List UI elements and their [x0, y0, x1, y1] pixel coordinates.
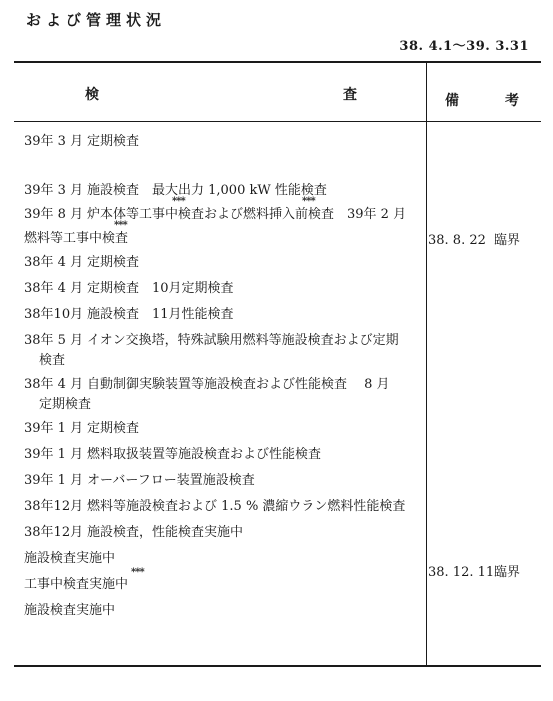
- list-item: [24, 280, 422, 298]
- remark-label: 臨界: [494, 565, 521, 580]
- list-item: [24, 567, 422, 594]
- entry-date: 38年 4 月: [24, 281, 84, 296]
- list-item: [24, 332, 422, 350]
- table-top-rule: [14, 61, 541, 63]
- list-item-continuation: [24, 396, 422, 414]
- entry-text: 自動制御実験装置等施設検査および性能検査 8 月: [87, 377, 390, 392]
- entry-text: 施設検査実施中: [24, 603, 116, 618]
- list-item: [24, 196, 422, 224]
- header-remarks-left: 備: [445, 93, 459, 109]
- entry-date: 39年 1 月: [24, 447, 84, 462]
- entry-text: 施設検査，性能検査実施中: [87, 525, 244, 540]
- entry-date: 39年 3 月: [24, 183, 84, 198]
- marks: ***: [302, 196, 315, 207]
- list-item: [24, 182, 422, 200]
- list-item: [24, 498, 422, 516]
- entry-date: 39年 8 月: [24, 207, 84, 222]
- remark-label: 臨界: [494, 233, 521, 248]
- entry-text: 施設検査実施中: [24, 551, 116, 566]
- remark-item: [428, 229, 520, 248]
- entry-continuation: 検査: [39, 353, 66, 368]
- remark-date: 38. 12. 11: [428, 565, 495, 580]
- entry-date: 39年 1 月: [24, 473, 84, 488]
- entry-date: 38年12月: [24, 499, 84, 514]
- header-remarks-right: 考: [505, 93, 519, 109]
- entry-text: 定期検査: [87, 421, 140, 436]
- date-range: 38. 4.1～39. 3.31: [399, 39, 529, 54]
- entry-text: イオン交換塔，特殊試験用燃料等施設検査および定期: [87, 333, 399, 348]
- table-bottom-rule: [14, 665, 541, 667]
- entry-text: 施設検査 11月性能検査: [87, 307, 234, 322]
- list-item: [24, 420, 422, 438]
- entry-continuation: 定期検査: [39, 397, 92, 412]
- remark-item: [428, 561, 520, 580]
- header-inspection-right: 査: [343, 87, 357, 103]
- inspection-list: [24, 133, 422, 620]
- entry-text: 燃料等施設検査および 1.5 % 濃縮ウラン燃料性能検査: [87, 499, 406, 514]
- entry-date: 39年 3 月: [24, 134, 84, 149]
- entry-date: 38年 4 月: [24, 255, 84, 270]
- list-item: [24, 524, 422, 542]
- marks: ***: [114, 220, 127, 231]
- table-header-rule: [14, 121, 541, 122]
- entry-text: 定期検査 10月定期検査: [87, 281, 234, 296]
- list-item: [24, 254, 422, 272]
- list-item: [24, 446, 422, 464]
- entry-text: 施設検査 最大出力 1,000 kW 性能検査: [87, 183, 327, 198]
- list-item: [24, 133, 422, 151]
- list-item: [24, 376, 422, 394]
- list-item: [24, 306, 422, 324]
- entry-text: 燃料取扱装置等施設検査および性能検査: [87, 447, 322, 462]
- entry-date: 38年10月: [24, 307, 84, 322]
- entry-text: 炉本体等工事中検査および燃料挿入前検査 39年 2 月: [87, 207, 407, 222]
- list-item-continuation: [24, 220, 422, 248]
- entry-date: 38年 5 月: [24, 333, 84, 348]
- page-title: および管理状況: [26, 11, 167, 29]
- list-item: [24, 602, 422, 620]
- remark-date: 38. 8. 22: [428, 233, 486, 248]
- list-item: [24, 472, 422, 490]
- marks: ***: [131, 567, 144, 578]
- entry-date: 38年 4 月: [24, 377, 84, 392]
- header-inspection-left: 検: [85, 87, 99, 103]
- list-item: [24, 550, 422, 568]
- entry-continuation: 燃料等工事中検査: [24, 231, 129, 246]
- entry-text: 定期検査: [87, 255, 140, 270]
- list-item-continuation: [24, 352, 422, 370]
- entry-date: 39年 1 月: [24, 421, 84, 436]
- marks: ***: [172, 196, 185, 207]
- entry-text: 定期検査: [87, 134, 140, 149]
- entry-date: 38年12月: [24, 525, 84, 540]
- entry-text: オーバーフロー装置施設検査: [87, 473, 255, 488]
- entry-text: 工事中検査実施中: [24, 577, 129, 592]
- column-divider: [426, 62, 427, 665]
